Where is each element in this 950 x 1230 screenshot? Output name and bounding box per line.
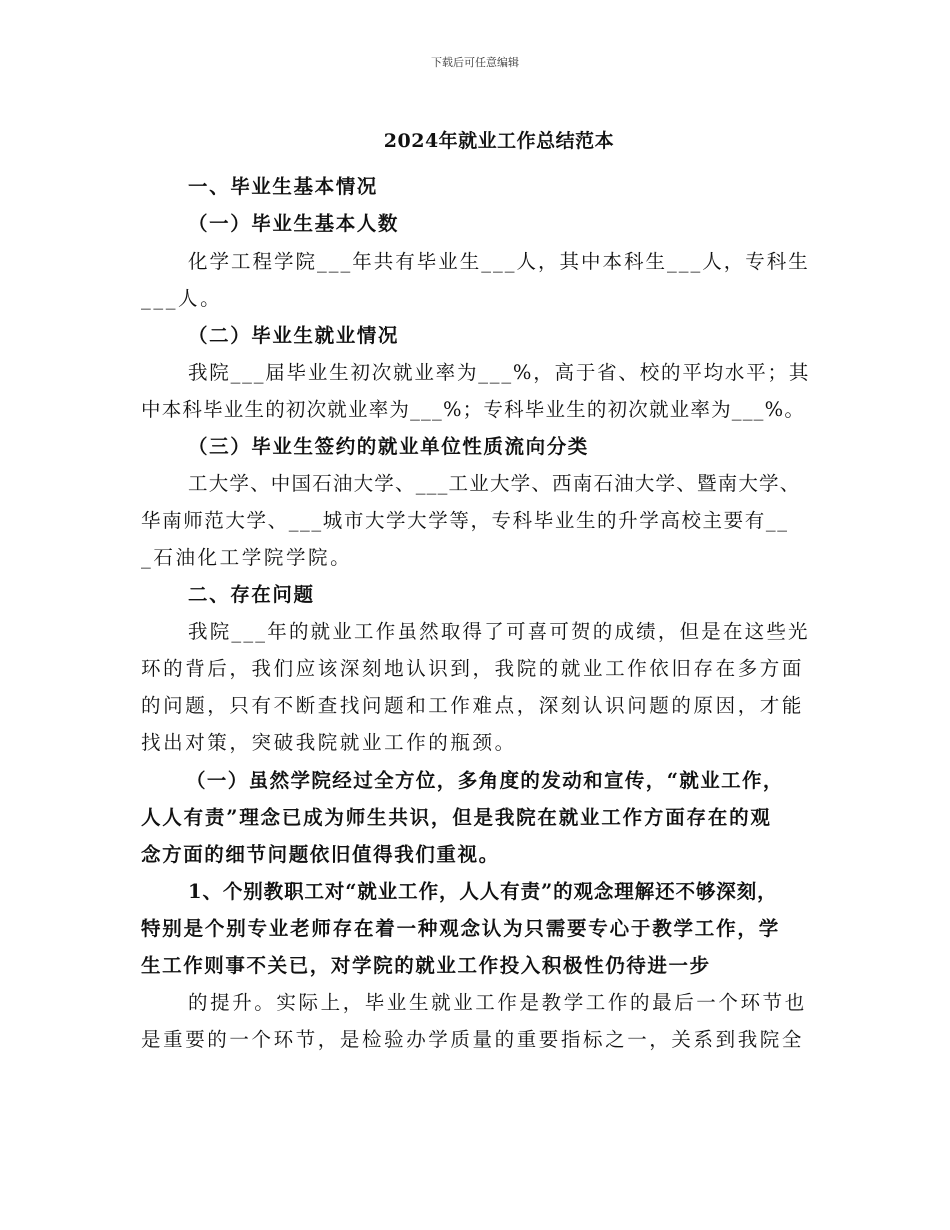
paragraph-line: 的提升。实际上，毕业生就业工作是教学工作的最后一个环节也	[188, 991, 807, 1014]
paragraph-line: 找出对策，突破我院就业工作的瓶颈。	[141, 731, 517, 754]
paragraph-line: _石油化工学院学院。	[141, 546, 353, 569]
paragraph-line: 化学工程学院___年共有毕业生___人，其中本科生___人，专科生	[188, 250, 810, 273]
paragraph-line: ___人。	[141, 287, 223, 310]
subsection-heading-1-1: （一）毕业生基本人数	[188, 212, 400, 235]
paragraph-line: 工大学、中国石油大学、___工业大学、西南石油大学、暨南大学、	[188, 472, 801, 495]
document-title: 2024年就业工作总结范本	[383, 130, 615, 152]
paragraph-line: 是重要的一个环节，是检验办学质量的重要指标之一，关系到我院全	[141, 1028, 805, 1051]
bold-paragraph-line: 念方面的细节问题依旧值得我们重视。	[141, 843, 500, 866]
bold-paragraph-line: （一）虽然学院经过全方位，多角度的发动和宣传，“就业工作，	[186, 769, 784, 792]
bold-paragraph-line: 1、个别教职工对“就业工作，人人有责”的观念理解还不够深刻，	[188, 880, 778, 903]
bold-paragraph-line: 人人有责”理念已成为师生共识，但是我院在就业工作方面存在的观	[141, 806, 772, 829]
section-heading-2: 二、存在问题	[188, 583, 315, 606]
paragraph-line: 华南师范大学、___城市大学大学等，专科毕业生的升学高校主要有__	[141, 509, 789, 532]
paragraph-line: 环的背后，我们应该深刻地认识到，我院的就业工作依旧存在多方面	[141, 657, 805, 680]
paragraph-line: 中本科毕业生的初次就业率为___%；专科毕业生的初次就业率为___%。	[141, 398, 806, 421]
section-heading-1: 一、毕业生基本情况	[188, 175, 378, 198]
paragraph-line: 我院___届毕业生初次就业率为___%，高于省、校的平均水平；其	[188, 361, 811, 384]
bold-paragraph-line: 生工作则事不关已，对学院的就业工作投入积极性仍待进一步	[141, 954, 711, 977]
paragraph-line: 我院___年的就业工作虽然取得了可喜可贺的成绩，但是在这些光	[188, 620, 810, 643]
paragraph-line: 的问题，只有不断查找问题和工作难点，深刻认识问题的原因，才能	[141, 694, 805, 717]
page-header: 下载后可任意编辑	[431, 56, 519, 69]
subsection-heading-1-3: （三）毕业生签约的就业单位性质流向分类	[188, 435, 589, 458]
bold-paragraph-line: 特别是个别专业老师存在着一种观念认为只需要专心于教学工作，学	[141, 917, 781, 940]
subsection-heading-1-2: （二）毕业生就业情况	[188, 324, 400, 347]
